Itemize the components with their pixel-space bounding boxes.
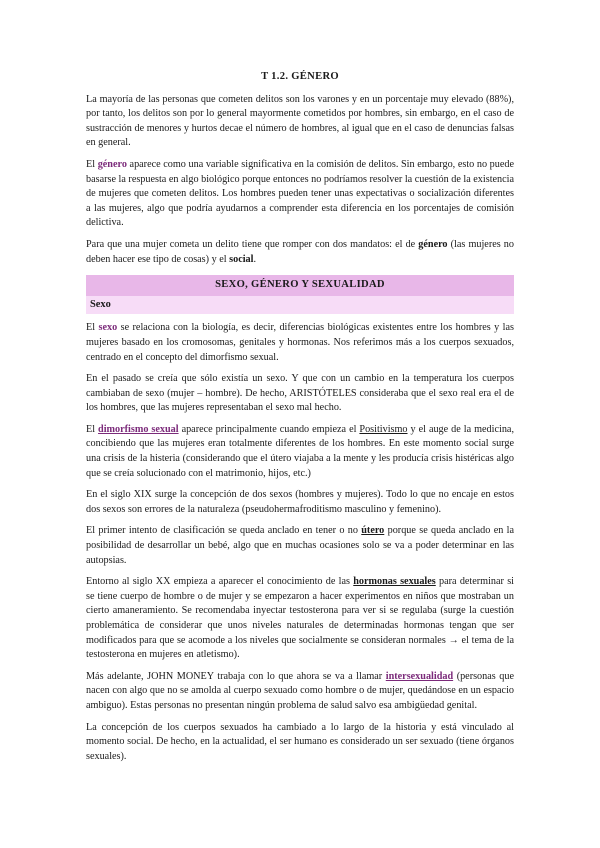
text: para determinar si se tiene cuerpo de hombre o de mujer y se empezaron a hacer experimentos en niños que mostraban un cierto amaneramiento. Se recomendaba inyectar testosterona para ver si se regulaba (surge la cuestión problemática de considerar que unos niveles naturales de determinadas hormonas tengan que ser modificados para que se acomode a los niveles que socialmente se consideran normales → el tema de la testosterona en mujeres en atletismo). — [86, 576, 514, 661]
term-genero: género — [97, 158, 127, 170]
document-title: T 1.2. GÉNERO — [261, 71, 339, 82]
term-intersexualidad: intersexualidad — [385, 670, 454, 682]
paragraph-2 — [86, 158, 514, 231]
text: Para que una mujer cometa un delito tiene que romper con dos mandatos: el de — [86, 238, 419, 250]
text: Entorno al siglo XX empieza a aparecer el conocimiento de las — [86, 576, 354, 588]
text: aparece principalmente cuando empieza el — [178, 423, 360, 435]
text: aparece como una variable significativa en la comisión de delitos. Sin embargo, esto no puede basarse la respuesta en algo biológico porque entonces no podríamos resolver la cuestión de la existencia de mujeres que cometen delitos. Los hombres pueden tener unas expectativas o socialización diferentes a las mujeres, algo que podría ayudarnos a comprender esta diferencia en los porcentajes de comisión delictiva. — [86, 158, 515, 229]
paragraph-4 — [86, 321, 514, 365]
text: porque se queda anclado en la posibilidad de desarrollar un bebé, algo que en muchas ocasiones solo se va a poder determinar en las autopsias. — [86, 525, 514, 566]
text: (personas que nacen con algo que no se amolda al cuerpo sexuado como hombre o de mujer, quedándose en un espacio ambiguo). Estas personas no presentan ningún problema de salud salvo esa ambigüedad genital. — [86, 670, 515, 711]
term-sexo: sexo — [98, 322, 118, 334]
text: El — [86, 423, 99, 435]
paragraph-3 — [86, 238, 514, 267]
paragraph-10 — [86, 670, 514, 714]
text: (las mujeres no deben hacer ese tipo de cosas) y el — [86, 238, 514, 265]
paragraph-8 — [86, 524, 514, 568]
text: El — [86, 158, 98, 170]
term-hormonas-sexuales: hormonas sexuales — [353, 576, 436, 588]
term-social: social — [229, 253, 254, 265]
text: El primer intento de clasificación se queda anclado en tener o no — [86, 525, 362, 537]
paragraph-9 — [86, 575, 514, 663]
text: El — [86, 322, 99, 334]
text: se relaciona con la biología, es decir, diferencias biológicas existentes entre los hombres y las mujeres basado en los cromosomas, genitales y hormonas. Nos referimos más a los cuerpos sexuados, centrado en el concepto del dimorfismo sexual. — [86, 322, 514, 363]
paragraph-6 — [86, 423, 514, 481]
subsection-heading: Sexo — [86, 296, 514, 315]
paragraph-11: La concepción de los cuerpos sexuados ha cambiado a lo largo de la historia y está vinculado al momento social. De hecho, en la actualidad, el ser humano es considerado un ser sexuado (tiene órganos sexuales). — [86, 721, 514, 762]
term-utero: útero — [361, 525, 385, 537]
section-heading: SEXO, GÉNERO Y SEXUALIDAD — [86, 275, 514, 296]
term-dimorfismo-sexual: dimorfismo sexual — [98, 423, 179, 435]
text: Más adelante, JOHN MONEY trabaja con lo que ahora se va a llamar — [86, 670, 386, 682]
text: . — [253, 253, 257, 265]
paragraph-5: En el pasado se creía que sólo existía un sexo. Y que con un cambio en la temperatura los cuerpos cambiaban de sexo (mujer – hombre). De hecho, ARISTÓTELES consideraba que el sexo real era el de los hombres, que las mujeres representaban el sexo mal hecho. — [86, 373, 514, 414]
paragraph-1: La mayoría de las personas que cometen delitos son los varones y en un porcentaje muy elevado (88%), por tanto, los delitos son por lo general mayormente cometidos por hombres, sin embargo, en el caso de sustracción de menores y hurtos decae el número de hombres, al igual que en el caso de denuncias falsas en general. — [86, 93, 514, 149]
term-positivismo: Positivismo — [359, 423, 408, 435]
term-genero-bold: género — [418, 238, 448, 250]
paragraph-7: En el siglo XIX surge la concepción de dos sexos (hombres y mujeres). Todo lo que no encaje en estos dos sexos son errores de la naturaleza (pseudohermafroditismo masculino y femenino). — [86, 489, 514, 515]
text: y el auge de la medicina, concibiendo que las mujeres eran totalmente diferentes de los hombres. En este momento social surge una crisis de la histeria (considerando que el útero viajaba a la mente y les producía crisis histéricas algo que se creía solucionado con el matrimonio, hijos, etc.) — [86, 423, 514, 479]
